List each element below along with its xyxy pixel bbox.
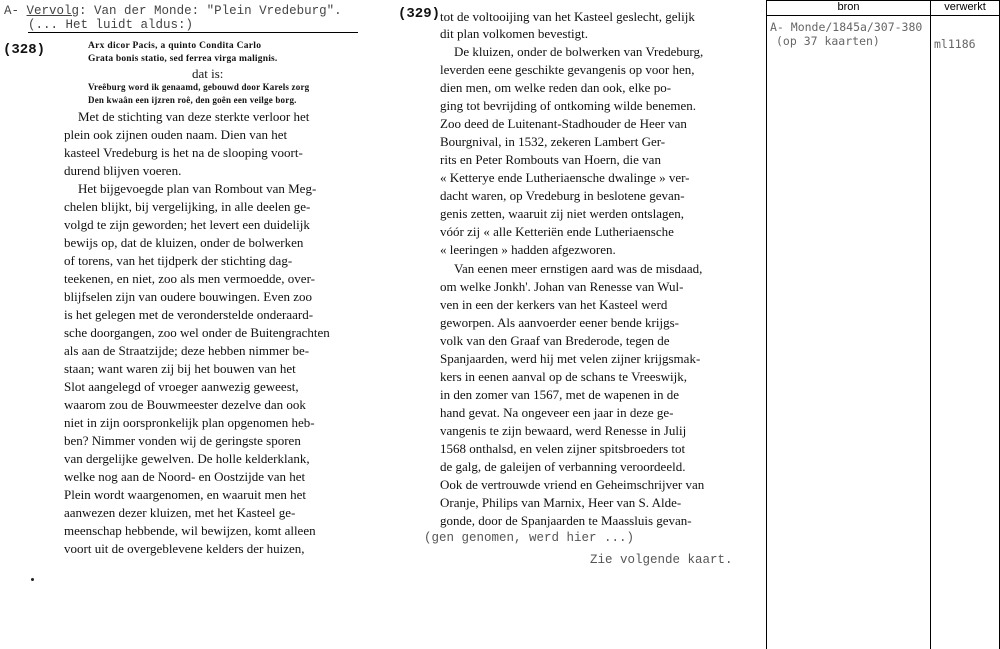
left-line: teekenen, en niet, zoo als men vermoedde, over- bbox=[64, 271, 315, 286]
right-line: de galg, de galeijen of verbanning veroordeeld. bbox=[440, 459, 686, 474]
dutch-inscription-2: Den kwaân een ijzren roê, den goên een veilge borg. bbox=[88, 95, 297, 105]
right-line: volk van den Graaf van Brederode, tegen de bbox=[440, 333, 670, 348]
table-middle-border bbox=[930, 0, 931, 649]
right-line: Zoo deed de Luitenant-Stadhouder de Heer van bbox=[440, 116, 687, 131]
right-line: hand gevat. Na ongeveer een jaar in deze ge- bbox=[440, 405, 674, 420]
stray-mark bbox=[31, 578, 34, 581]
right-line: « leeringen » hadden afgezworen. bbox=[440, 242, 616, 257]
right-line: Van eenen meer ernstigen aard was de misdaad, bbox=[454, 261, 703, 276]
latin-line-2: Grata bonis statio, sed ferrea virga malignis. bbox=[88, 54, 278, 64]
header-prefix: A- bbox=[4, 4, 20, 18]
bron-value-2: (op 37 kaarten) bbox=[776, 34, 880, 48]
right-line: vangenis te zijn bewaard, werd Renesse in Julij bbox=[440, 423, 687, 438]
right-line: Ook de vertrouwde vriend en Geheimschrijver van bbox=[440, 477, 705, 492]
right-line: vóór zij « alle Ketteriën ende Lutheriaensche bbox=[440, 224, 674, 239]
left-line: blijfselen zijn van oudere bouwingen. Even zoo bbox=[64, 289, 313, 304]
page-number-right: (329) bbox=[398, 6, 441, 22]
right-line: geworpen. Als aanvoerder eener bende krijgs- bbox=[440, 315, 679, 330]
left-line: van dergelijke gewelven. De holle kelderklank, bbox=[64, 451, 310, 466]
column-header-bron: bron bbox=[837, 1, 860, 13]
right-line: om welke Jonkh'. Johan van Renesse van Wul- bbox=[440, 279, 684, 294]
right-line: in den zomer van 1567, met de wapenen in de bbox=[440, 387, 679, 402]
left-line: aanwezen dezer kluizen, met het Kasteel ge- bbox=[64, 505, 296, 520]
left-line: Plein wordt waargenomen, en waaruit men het bbox=[64, 487, 306, 502]
left-line: als aan de Straatzijde; deze hebben nimmer be- bbox=[64, 343, 310, 358]
header-title: : Van der Monde: "Plein Vredeburg". bbox=[79, 4, 342, 18]
verwerkt-value: ml1186 bbox=[934, 37, 976, 51]
left-line: Het bijgevoegde plan van Rombout van Meg- bbox=[78, 181, 317, 196]
header-sub: (... Het luidt aldus:) bbox=[28, 18, 194, 32]
left-line: volgd te zijn geworden; het levert een duidelijk bbox=[64, 217, 310, 232]
left-line: welke nog aan de Noord- en Oostzijde van het bbox=[64, 469, 306, 484]
header-vervolg: Vervolg bbox=[26, 4, 80, 18]
table-left-border bbox=[766, 0, 767, 649]
right-line: 1568 onthalsd, en velen zijner spitsbroeders tot bbox=[440, 441, 686, 456]
left-line: durend blijven voeren. bbox=[64, 163, 182, 178]
right-line: De kluizen, onder de bolwerken van Vredeburg, bbox=[454, 44, 704, 59]
next-card-note: Zie volgende kaart. bbox=[590, 553, 733, 567]
header-line bbox=[4, 4, 342, 18]
left-line: ben? Nimmer vonden wij de geringste sporen bbox=[64, 433, 301, 448]
right-line: kers in eenen aanval op de schans te Vreeswijk, bbox=[440, 369, 687, 384]
bron-value-1: A- Monde/1845a/307-380 bbox=[770, 20, 923, 34]
header-underline bbox=[28, 32, 358, 33]
latin-line-1: Arx dicor Pacis, a quinto Condita Carlo bbox=[88, 41, 262, 51]
left-line: waarom zou de Bouwmeester dezelve dan ook bbox=[64, 397, 306, 412]
left-line: of torens, van het tijdperk der stichting dag- bbox=[64, 253, 293, 268]
left-line: chelen blijkt, bij vergelijking, in alle deelen ge- bbox=[64, 199, 311, 214]
right-line: tot de voltooijing van het Kasteel geslecht, gelijk bbox=[440, 9, 695, 24]
left-line: kasteel Vredeburg is het na de slooping voort- bbox=[64, 145, 303, 160]
right-line: Oranje, Philips van Marnix, Heer van S. Alde- bbox=[440, 495, 682, 510]
right-line: leverden eene geschikte gevangenis op voor hen, bbox=[440, 62, 695, 77]
right-line: genis zetten, waaruit zij niet werden ontslagen, bbox=[440, 206, 685, 221]
left-line: Met de stichting van deze sterkte verloor het bbox=[78, 109, 310, 124]
left-line: voort uit de overgeblevene kelders der huizen, bbox=[64, 541, 305, 556]
right-line: dit plan volkomen bevestigt. bbox=[440, 26, 589, 41]
left-line: Slot aangelegd of vroeger aanwezig geweest, bbox=[64, 379, 299, 394]
table-header-divider bbox=[766, 15, 1000, 16]
left-line: niet in zijn oorspronkelijk plan opgenomen heb- bbox=[64, 415, 315, 430]
left-line: staan; want waren zij bij het bouwen van het bbox=[64, 361, 296, 376]
right-line: ging tot bevrijding of ontkoming wilde benemen. bbox=[440, 98, 696, 113]
left-line: bewijs op, dat de kluizen, onder de bolwerken bbox=[64, 235, 304, 250]
column-header-verwerkt: verwerkt bbox=[944, 1, 986, 13]
right-line: Bourgnival, in 1532, zekeren Lambert Ger- bbox=[440, 134, 666, 149]
dat-is: dat is: bbox=[192, 66, 224, 81]
continuation-note: (gen genomen, werd hier ...) bbox=[424, 531, 635, 545]
left-line: is het gelegen met de veronderstelde onderaard- bbox=[64, 307, 314, 322]
left-line: sche doorgangen, zoo wel onder de Buitengrachten bbox=[64, 325, 330, 340]
right-line: Spanjaarden, werd hij met velen zijner krijgsmak- bbox=[440, 351, 701, 366]
left-line: meenschap hebbende, wil bewijzen, komt alleen bbox=[64, 523, 316, 538]
page-number-left: (328) bbox=[3, 42, 46, 58]
right-line: ven in een der kerkers van het Kasteel werd bbox=[440, 297, 668, 312]
right-line: « Ketterye ende Lutheriaensche dwalinge » ver- bbox=[440, 170, 690, 185]
right-line: rits en Peter Rombouts van Hoern, die van bbox=[440, 152, 661, 167]
right-line: dien men, om welke reden dan ook, elke po- bbox=[440, 80, 672, 95]
dutch-inscription-1: Vreêburg word ik genaamd, gebouwd door Karels zorg bbox=[88, 82, 310, 92]
right-line: gonde, door de Spanjaarden te Maassluis gevan- bbox=[440, 513, 692, 528]
left-line: plein ook zijnen ouden naam. Dien van het bbox=[64, 127, 288, 142]
right-line: dacht waren, op Vredeburg in beslotene gevan- bbox=[440, 188, 685, 203]
